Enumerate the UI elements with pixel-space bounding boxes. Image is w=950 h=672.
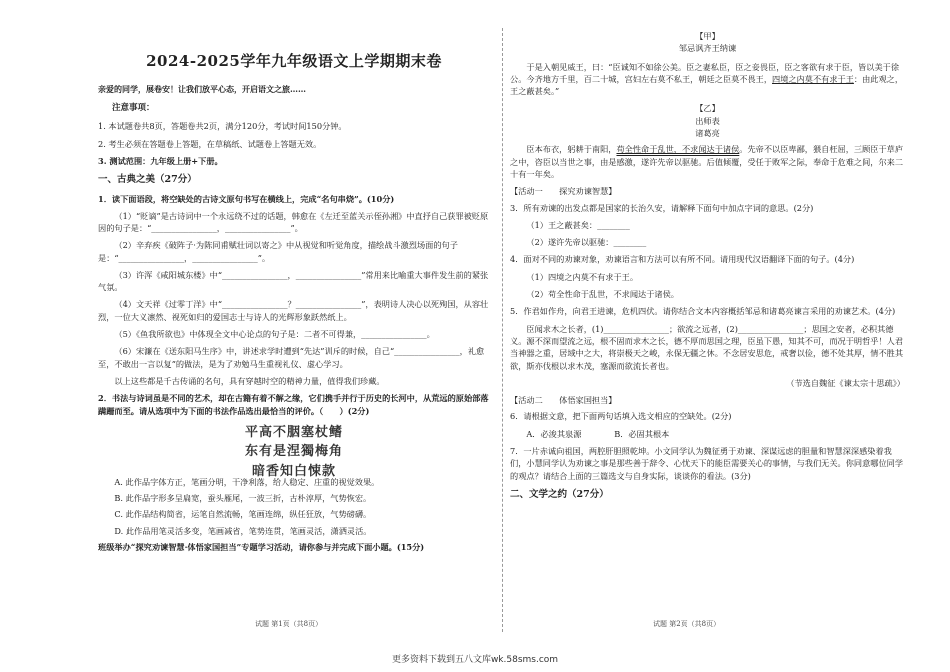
left-page — [98, 30, 490, 557]
note-2: 2. 考生必须在答题卷上答题，在草稿纸、试题卷上答题无效。 — [98, 138, 322, 149]
activity-2: 【活动二 体悟家国担当】 — [510, 395, 617, 406]
calligraphy-line-3: 暗香知白悚款 — [251, 463, 336, 479]
option-c: C. 此作品结构简省，运笔自然流畅，笔画连绵，纵任狂放，气势磅礴。 — [114, 509, 372, 520]
q3-item-1: （1）王之蔽甚矣：________ — [526, 219, 630, 230]
q1-item-3: （3）许浑《咸阳城东楼》中“________________，________________”常用来比喻重大事件发生前的紧张气氛。 — [98, 269, 489, 293]
jia-text: 于是入朝见威王，曰：“臣诚知不如徐公美。臣之妻私臣，臣之妾畏臣，臣之客欲有求于臣，皆以美于徐公。今齐地方千里，百二十城，宫妇左右莫不私王，朝廷之臣莫不畏王，四境之内莫不有求于王：由此观之，王之蔽甚矣。” — [510, 61, 904, 97]
yi-underlined: 苟全性命于乱世，不求闻达于诸侯 — [616, 144, 740, 155]
q6-options — [526, 428, 905, 440]
bing-source: （节选自魏征《谏太宗十思疏》） — [786, 377, 905, 388]
option-b: B. 此作品字形多呈扁宽，蚕头雁尾，一波三折，古朴淳厚，气势恢宏。 — [114, 493, 372, 504]
note-1: 1. 本试题卷共8页，答题卷共2页，满分120分，考试时间150分钟。 — [98, 121, 347, 132]
question-5: 5．作君如作舟，向君王进谏，危机四伏。请你结合文本内容概括邹忌和诸葛亮谏言采用的劝谏艺术。(4分) — [510, 306, 896, 317]
q1-item-4: （4）文天祥《过零丁洋》中“________________？________________”，表明诗人决心以死殉国，从容壮烈，一位大义凛然、视死如归的爱国志士与诗人的光辉形象跃然纸上。 — [98, 299, 489, 322]
question-2: 2．书法与诗词虽是不同的艺术，却在古籍有着不解之缘，它们携手并行于历史的长河中，从荒远的原始部落蹒跚而至。请从选项中为下面的书法作品选出最恰当的评价。（ ）(2分) — [98, 393, 489, 416]
question-4: 4．面对不同的劝谏对象，劝谏语言和方法可以有所不同。请用现代汉语翻译下面的句子。(4分) — [510, 254, 855, 265]
q1-item-2: （2）辛弃疾《破阵子·为陈同甫赋壮词以寄之》中从视觉和听觉角度，描绘战斗激烈场面的句子是：“________________，________________”。 — [98, 240, 458, 263]
calligraphy-line-1: 平高不胭塞杖鳍 — [244, 424, 343, 440]
question-6: 6．请根据文意，把下面两句话填入选文相应的空缺处。(2分) — [510, 411, 732, 422]
section-1-heading: 一、古典之美（27分） — [98, 174, 197, 186]
question-3: 3．所有劝谏的出发点都是国家的长治久安，请解释下面句中加点字词的意思。(2分) — [510, 202, 814, 213]
left-footer: 试题 第1页（共8页） — [255, 620, 323, 628]
yi-label: 【乙】 — [695, 103, 720, 114]
q1-item-6: （6）宋濂在《送东阳马生序》中，讲述求学时遭到“先达”训斥的时候，自己“________________，礼愈至，不敢出一言以复”的做法，是为了劝勉马生重视礼仪、虚心学习。 — [98, 346, 485, 369]
q1-item-1: （1）“贬谪”是古诗词中一个永远绕不过的话题，韩愈在《左迁至蓝关示侄孙湘》中直抒自己获罪被贬原因的句子是：“________________，________________”。 — [98, 210, 489, 233]
calligraphy-image — [227, 423, 362, 479]
jia-label: 【甲】 — [695, 31, 720, 41]
exam-title: 2024-2025学年九年级语文上学期期末卷 — [146, 52, 442, 70]
right-page — [510, 30, 905, 508]
q1-item-5: （5）《鱼我所欲也》中体现全文中心论点的句子是：二者不可得兼，________________。 — [114, 329, 435, 340]
bing-text: 臣闻求木之长者，(1)________________；欲流之远者，(2)________________；思国之安者，必积其德义。源不深而望流之远，根不固而求木之长，德不厚而思国之理，臣虽下愚，知其不可，而况于明哲乎！人君当神器之重，居域中之大，将崇极天之峻，永保无疆之休。不念居安思危，戒奢以俭，德不处其厚，情不胜其欲，斯亦伐根以求木茂，塞源而欲流长者也。 — [510, 323, 904, 371]
right-footer: 试题 第2页（共8页） — [653, 620, 721, 628]
yi-title: 出师表 — [695, 115, 720, 126]
q6-option-a: A．必浚其泉源 — [526, 428, 582, 439]
jia-title: 邹忌讽齐王纳谏 — [678, 43, 737, 54]
download-note: 更多资料下载到五八文库wk.58sms.com — [391, 655, 559, 665]
section-2-heading: 二、文学之约（27分） — [510, 488, 609, 500]
note-3: 3. 测试范围：九年级上册+下册。 — [98, 155, 223, 166]
calligraphy-line-2: 东有是涅獨梅角 — [244, 444, 343, 460]
q4-item-1: （1）四境之内莫不有求于王。 — [526, 271, 639, 282]
activity-intro: 班级举办“探究劝谏智慧·体悟家国担当”专题学习活动，请你参与并完成下面小题。(15分) — [98, 542, 425, 553]
question-1: 1．读下面语段，将空缺处的古诗文原句书写在横线上，完成“名句串烧”。(10分) — [98, 194, 395, 205]
q4-item-2: （2）苟全性命于乱世，不求闻达于诸侯。 — [526, 289, 679, 300]
question-7: 7．一片赤诚向祖国，两腔肝胆照乾坤。小文同学认为魏征勇于劝谏、深谋远虑的胆量和智慧深深感染着我们，小慧同学认为劝谏之事是那些善于辞令、心忧天下的能臣需要关心的事情，与我们无关。你同意哪位同学的观点？请结合上面的三篇选文与自身实际，谈谈你的看法。(3分) — [510, 446, 904, 481]
q6-option-b: B．必固其根本 — [614, 428, 670, 439]
greeting: 亲爱的同学，展卷安！让我们放平心态，开启语文之旅…… — [98, 83, 306, 94]
q1-closing: 以上这些都是千古传诵的名句，具有穿越时空的精神力量，值得我们珍藏。 — [114, 375, 385, 386]
page-divider — [502, 28, 503, 632]
jia-underlined: 四境之内莫不有求于王 — [772, 73, 854, 84]
q3-item-2: （2）遂许先帝以驱驰：________ — [526, 237, 647, 248]
yi-text: 臣本布衣，躬耕于南阳，苟全性命于乱世，不求闻达于诸侯。先帝不以臣卑鄙，猥自枉屈，三顾臣于草庐之中，咨臣以当世之事，由是感激，遂许先帝以驱驰。后值倾覆，受任于败军之际，奉命于危难之间，尔来二十有一年矣。 — [510, 144, 904, 179]
option-d: D. 此作品用笔灵活多变，笔画减省，笔势连贯，笔画灵活，潇洒灵活。 — [114, 525, 372, 536]
yi-author: 诸葛亮 — [695, 128, 720, 139]
activity-1: 【活动一 探究劝谏智慧】 — [510, 186, 617, 197]
notes-title: 注意事项： — [112, 102, 155, 113]
option-a: A. 此作品字体方正，笔画分明，干净利落，给人稳定、庄重的视觉效果。 — [114, 476, 380, 487]
